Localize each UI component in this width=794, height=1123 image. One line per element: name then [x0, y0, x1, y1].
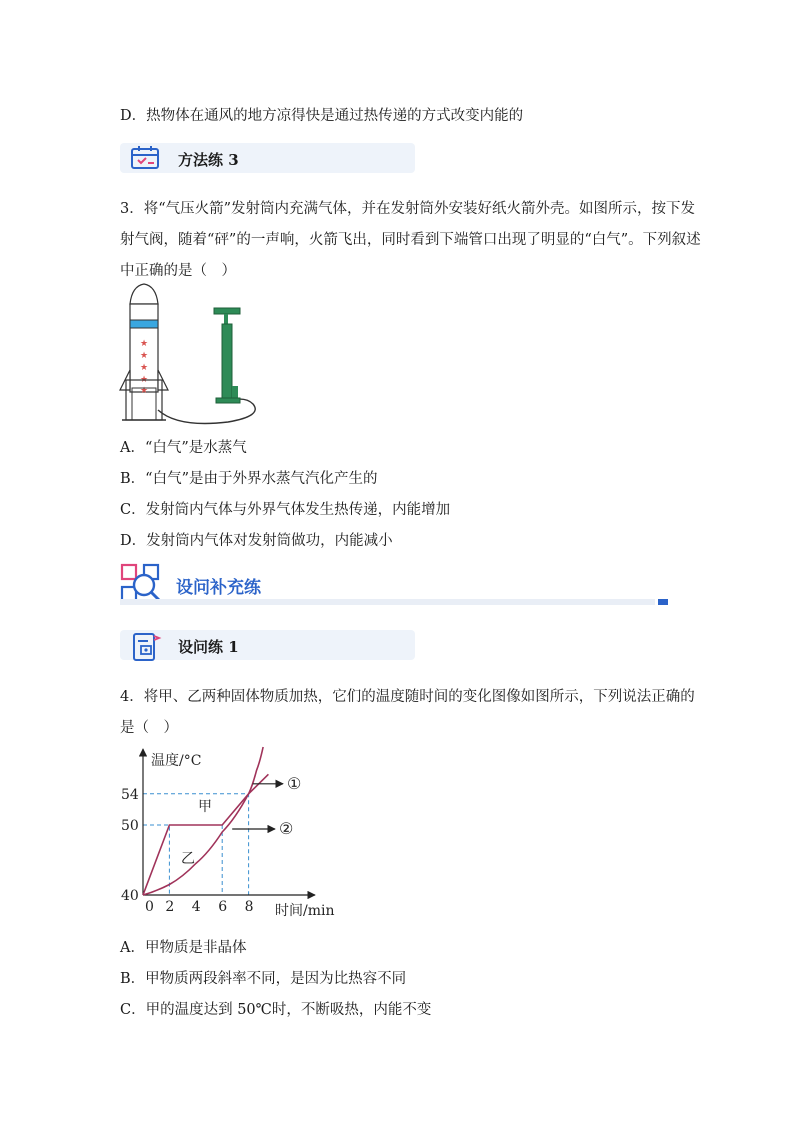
- question-practice-banner: [120, 630, 415, 660]
- q3-line-1: 3．将“气压火箭”发射筒内充满气体，并在发射筒外安装好纸火箭外壳。如图所示，按下发: [120, 201, 696, 217]
- svg-text:★: ★: [140, 386, 149, 396]
- x-tick-label: 2: [165, 899, 175, 915]
- calendar-icon: [130, 146, 162, 174]
- y-tick-label: 50: [121, 818, 139, 834]
- annotation-label-1: ①: [287, 773, 302, 793]
- q3-option-b: B．“白气”是由于外界水蒸气汽化产生的: [120, 471, 378, 487]
- method-practice-banner: [120, 143, 415, 173]
- q4-line-1: 4．将甲、乙两种固体物质加热，它们的温度随时间的变化图像如图所示，下列说法正确的: [120, 689, 695, 705]
- section-divider: [120, 599, 655, 605]
- q4-option-a: A．甲物质是非晶体: [120, 940, 247, 956]
- q3-line-3: 中正确的是（ ）: [120, 263, 236, 279]
- banner-label: 设问练 1: [178, 638, 239, 656]
- series-label-yi: 乙: [181, 851, 195, 867]
- guide-line-54: [143, 794, 249, 895]
- q4-option-c: C．甲的温度达到 50℃时，不断吸热，内能不变: [120, 1002, 432, 1018]
- q4-line-2: 是（ ）: [120, 720, 178, 736]
- q3-line-2: 射气阀，随着“砰”的一声响，火箭飞出，同时看到下端管口出现了明显的“白气”。下列叙述: [120, 232, 701, 248]
- x-tick-label: 0: [145, 899, 154, 915]
- svg-text:★: ★: [140, 375, 149, 385]
- rocket-pump-figure: [118, 282, 268, 436]
- series-label-jia: 甲: [198, 799, 212, 815]
- annotation-label-2: ②: [279, 819, 294, 838]
- section-title: 设问补充练: [176, 578, 261, 598]
- svg-text:★: ★: [140, 363, 149, 373]
- x-tick-label: 8: [244, 899, 254, 915]
- temperature-time-chart: [115, 745, 355, 929]
- x-tick-label: 4: [191, 899, 201, 915]
- x-tick-label: 6: [218, 899, 228, 915]
- section-divider-end: [658, 599, 668, 605]
- q2-option-d: D．热物体在通风的地方凉得快是通过热传递的方式改变内能的: [120, 108, 524, 124]
- y-tick-label: 54: [121, 786, 139, 803]
- q3-option-c: C．发射筒内气体与外界气体发生热传递，内能增加: [120, 502, 451, 518]
- q4-option-b: B．甲物质两段斜率不同，是因为比热容不同: [120, 971, 407, 987]
- y-axis-label: 温度/°C: [151, 753, 202, 769]
- x-axis-label: 时间/min: [275, 903, 335, 919]
- y-tick-label: 40: [121, 888, 139, 904]
- q3-option-a: A．“白气”是水蒸气: [120, 440, 247, 456]
- q3-option-d: D．发射筒内气体对发射筒做功，内能减小: [120, 533, 393, 549]
- series-line-yi: [143, 747, 263, 895]
- svg-text:★: ★: [140, 351, 149, 361]
- document-icon: [130, 633, 162, 665]
- svg-text:★: ★: [140, 339, 149, 349]
- banner-label: 方法练 3: [178, 151, 239, 169]
